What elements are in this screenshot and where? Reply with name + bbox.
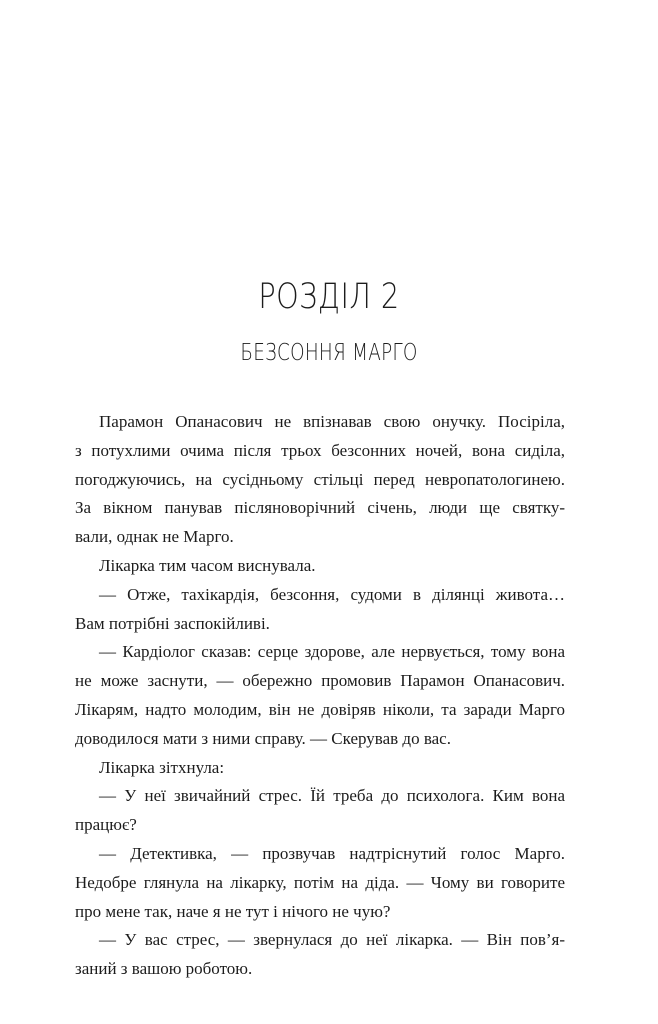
chapter-number: РОЗДІЛ 2: [258, 277, 400, 317]
text-line: Парамон Опанасович не впізнавав свою онучку. Посіріла,: [99, 412, 565, 431]
text-line: За вікном панував післяноворічний січень, люди ще святку-: [75, 498, 565, 518]
text-line: працює?: [75, 815, 137, 835]
text-line: — Отже, тахікардія, безсоння, судоми в ділянці живота…: [99, 584, 565, 604]
text-line: про мене так, наче я не тут і нічого не чую?: [75, 901, 391, 921]
body-text: [75, 408, 565, 984]
text-line: — У неї звичайний стрес. Їй треба до психолога. Ким вона: [99, 786, 565, 806]
text-line: Вам потрібні заспокійливі.: [75, 613, 270, 633]
text-line: — Детективка, — прозвучав надтріснутий голос Марго.: [99, 843, 565, 863]
text-line: Лікарям, надто молодим, він не довіряв ніколи, та заради Марго: [75, 699, 565, 719]
text-line: не може заснути, — обережно промовив Парамон Опанасович.: [75, 671, 565, 691]
text-line: заний з вашою роботою.: [75, 959, 253, 979]
text-line: Недобре глянула на лікарку, потім на діда. — Чому ви говорите: [75, 872, 565, 892]
text-line: вали, однак не Марго.: [75, 527, 234, 547]
text-line: — У вас стрес, — звернулася до неї лікарка. — Він пов’я-: [99, 930, 565, 950]
text-line: Лікарка зітхнула:: [99, 757, 225, 777]
text-line: з потухлими очима після трьох безсонних ночей, вона сиділа,: [75, 440, 565, 460]
text-line: доводилося мати з ними справу. — Скерував до вас.: [75, 728, 451, 748]
text-line: — Кардіолог сказав: серце здорове, але нервується, тому вона: [99, 642, 565, 662]
text-line: Лікарка тим часом виснувала.: [99, 555, 316, 575]
text-line: погоджуючись, на сусідньому стільці перед невропатологинею.: [75, 469, 565, 489]
chapter-title: БЕЗСОННЯ МАРГО: [240, 340, 418, 366]
